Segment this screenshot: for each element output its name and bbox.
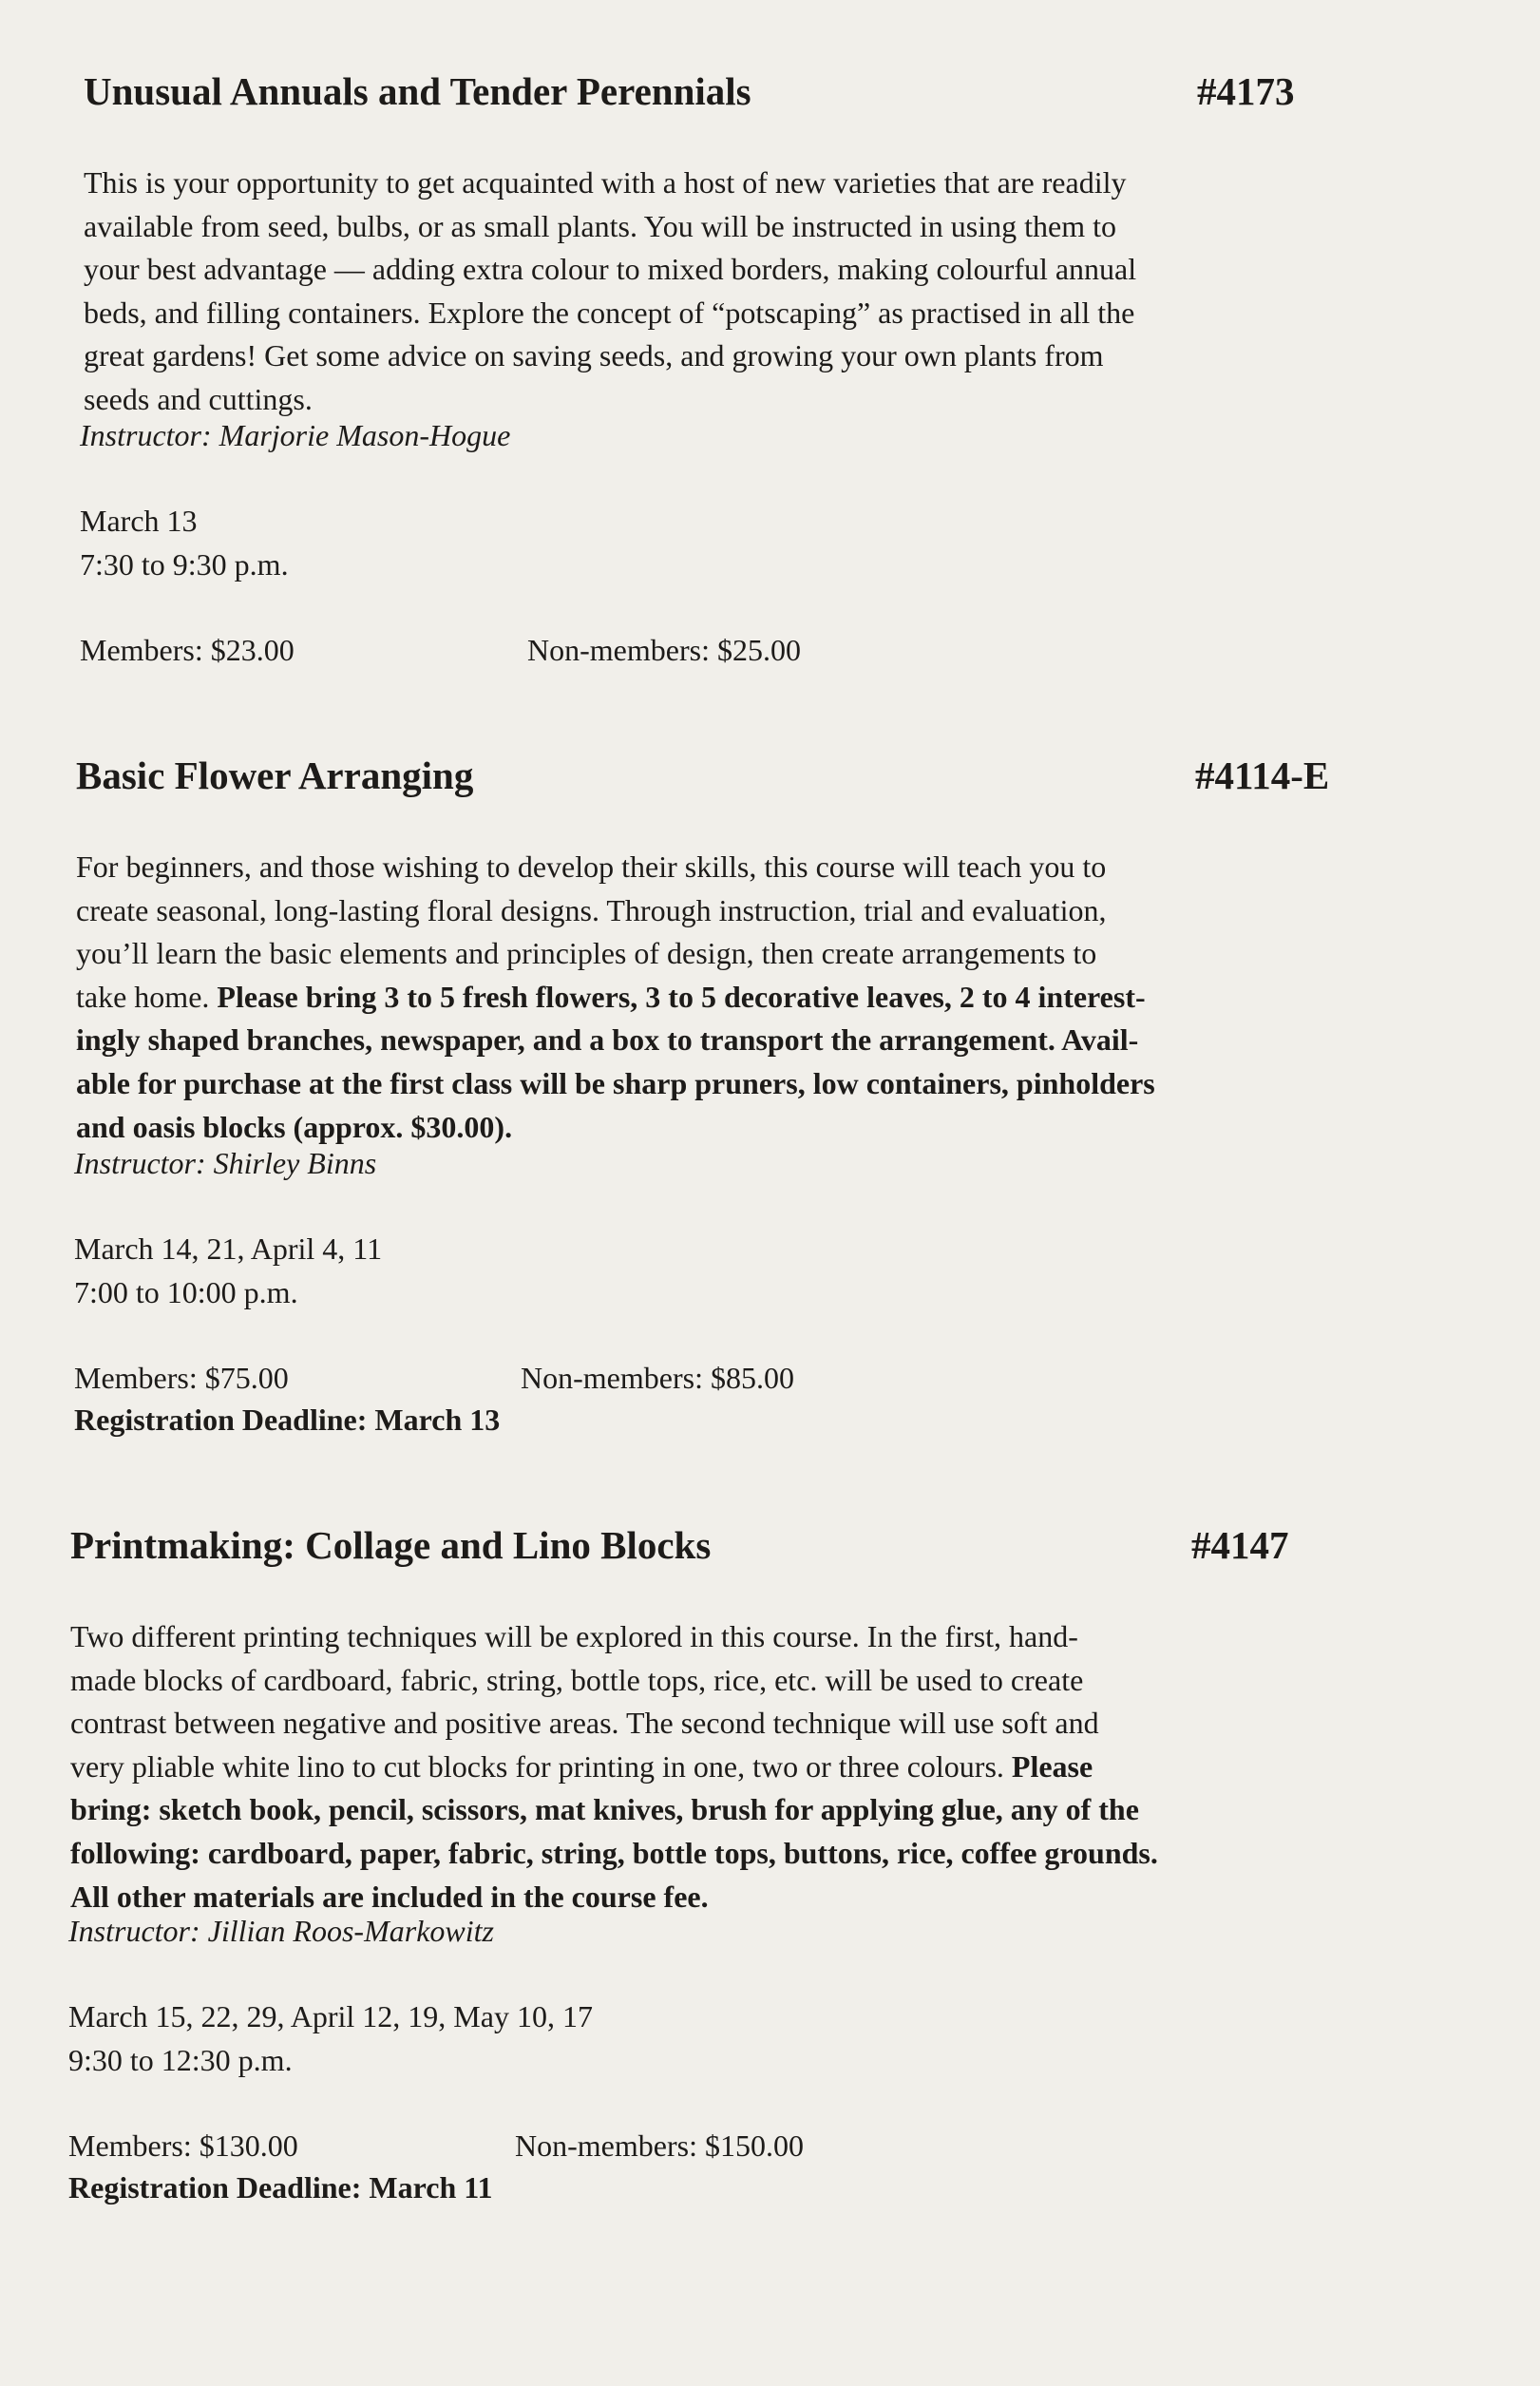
course-instructor: Instructor: Shirley Binns	[74, 1146, 377, 1180]
description-line: available from seed, bulbs, or as small plants. You will be instructed in using them to	[84, 208, 1116, 243]
nonmembers-price: Non-members: $85.00	[521, 1361, 794, 1395]
description-line: Two different printing techniques will be explored in this course. In the first, hand-	[70, 1619, 1078, 1653]
description-line: made blocks of cardboard, fabric, string, bottle tops, rice, etc. will be used to create	[70, 1662, 1084, 1697]
course-dates: March 13	[80, 504, 198, 538]
description-line: your best advantage — adding extra colour to mixed borders, making colourful annual	[84, 252, 1137, 287]
course-dates: March 15, 22, 29, April 12, 19, May 10, 17	[68, 1999, 593, 2033]
registration-deadline: Registration Deadline: March 11	[68, 2170, 493, 2205]
description-line	[76, 976, 1155, 1020]
description-line: you’ll learn the basic elements and principles of design, then create arrangements to	[76, 936, 1097, 971]
materials-note: Please	[1011, 1748, 1093, 1784]
course-time: 7:30 to 9:30 p.m.	[80, 547, 289, 582]
description-text: take home.	[76, 979, 218, 1014]
course-dates: March 14, 21, April 4, 11	[74, 1231, 383, 1266]
description-line: For beginners, and those wishing to develop their skills, this course will teach you to	[76, 849, 1107, 884]
description-line: ingly shaped branches, newspaper, and a box to transport the arrangement. Avail-	[76, 1022, 1139, 1058]
description-line: All other materials are included in the course fee.	[70, 1879, 709, 1914]
description-line: seeds and cuttings.	[84, 381, 313, 416]
course-instructor: Instructor: Jillian Roos-Markowitz	[68, 1914, 494, 1948]
course-title: Printmaking: Collage and Lino Blocks	[70, 1523, 712, 1567]
description-line: contrast between negative and positive areas. The second technique will use soft and	[70, 1706, 1099, 1741]
materials-note: Please bring 3 to 5 fresh flowers, 3 to 5 decorative leaves, 2 to 4 interest-	[217, 979, 1146, 1014]
members-price: Members: $23.00	[80, 633, 295, 667]
description-text: very pliable white lino to cut blocks for printing in one, two or three colours.	[70, 1748, 1012, 1784]
members-price: Members: $75.00	[74, 1361, 289, 1395]
members-price: Members: $130.00	[68, 2128, 298, 2163]
description-line: bring: sketch book, pencil, scissors, mat knives, brush for applying glue, any of the	[70, 1792, 1139, 1827]
description-line: and oasis blocks (approx. $30.00).	[76, 1109, 513, 1144]
course-description	[70, 1615, 1158, 1918]
description-line	[70, 1746, 1158, 1789]
course-code: #4147	[1191, 1523, 1289, 1567]
description-line: following: cardboard, paper, fabric, string, bottle tops, buttons, rice, coffee grounds.	[70, 1835, 1158, 1870]
course-instructor: Instructor: Marjorie Mason-Hogue	[80, 418, 511, 452]
course-code: #4114-E	[1195, 754, 1330, 797]
description-line: great gardens! Get some advice on saving seeds, and growing your own plants from	[84, 338, 1104, 373]
course-title: Unusual Annuals and Tender Perennials	[84, 69, 751, 113]
description-line: This is your opportunity to get acquainted with a host of new varieties that are readily	[84, 165, 1127, 200]
nonmembers-price: Non-members: $25.00	[527, 633, 801, 667]
description-line: beds, and filling containers. Explore the concept of “potscaping” as practised in all the	[84, 295, 1135, 330]
registration-deadline: Registration Deadline: March 13	[74, 1403, 501, 1437]
course-time: 9:30 to 12:30 p.m.	[68, 2043, 293, 2077]
description-line: create seasonal, long-lasting floral designs. Through instruction, trial and evaluation,	[76, 892, 1107, 927]
course-title: Basic Flower Arranging	[76, 754, 474, 797]
course-description	[76, 846, 1155, 1149]
course-code: #4173	[1197, 69, 1295, 113]
course-time: 7:00 to 10:00 p.m.	[74, 1275, 298, 1309]
nonmembers-price: Non-members: $150.00	[515, 2128, 804, 2163]
description-line: able for purchase at the first class will be sharp pruners, low containers, pinholders	[76, 1065, 1155, 1100]
course-description	[84, 162, 1136, 422]
